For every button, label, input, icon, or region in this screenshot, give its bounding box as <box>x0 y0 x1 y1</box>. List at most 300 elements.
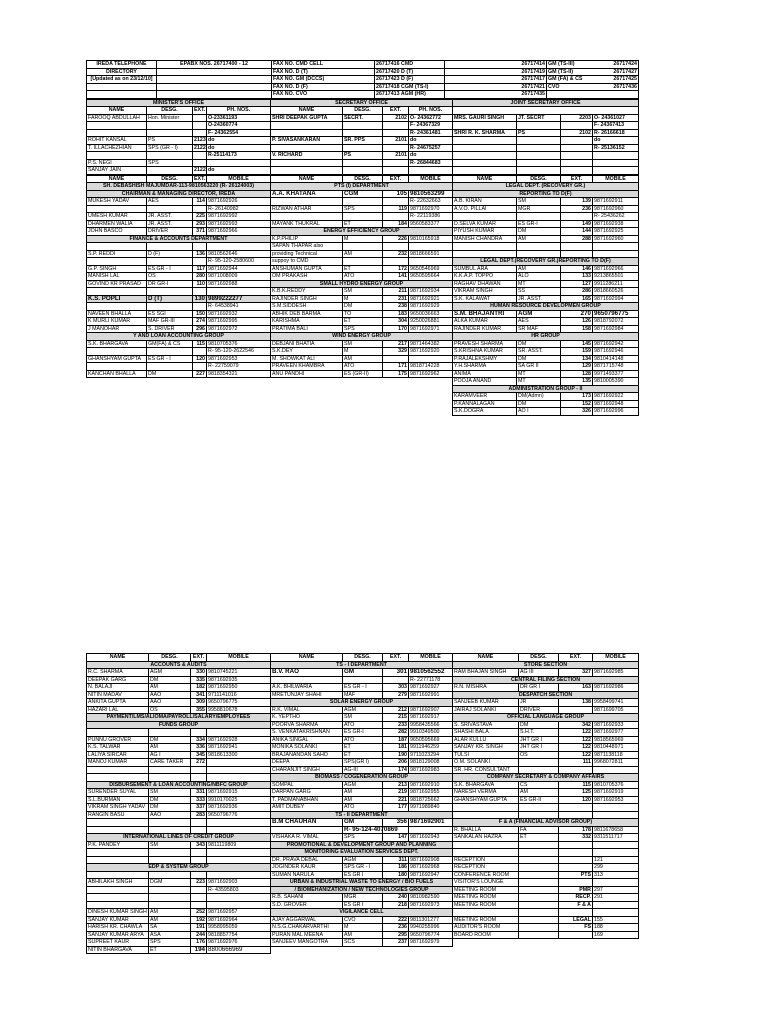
designation <box>343 676 383 684</box>
section-heading: DESPATCH SECTION <box>453 691 639 699</box>
designation: D (F) <box>147 250 193 258</box>
person-name: ANIMA <box>453 370 517 378</box>
section-heading: ACCOUNTS & AUDITS <box>87 661 271 669</box>
person-name: SUMBUL ARA <box>453 265 517 273</box>
designation: CGM <box>343 190 383 198</box>
office-cell <box>517 137 561 145</box>
extension: 130 <box>193 295 207 303</box>
mobile-number: 9871692908 <box>409 856 453 864</box>
mobile-number: 9818857754 <box>207 931 271 939</box>
person-name: DARPAN GARG <box>271 789 343 797</box>
mobile-number <box>593 766 639 774</box>
mobile-number: 9871692991 <box>409 691 453 699</box>
designation: JHT GR I <box>519 744 559 752</box>
office-cell: PS <box>147 137 193 145</box>
person-name: PURAN MAL MEENA <box>271 931 343 939</box>
office-cell <box>561 122 593 130</box>
office-cell <box>193 159 207 167</box>
person-name <box>87 849 149 857</box>
extension <box>559 864 593 872</box>
mobile-number: 9871692919 <box>593 789 639 797</box>
office-row <box>87 159 639 167</box>
section-heading: SECRETARY OFFICE <box>271 99 453 107</box>
designation <box>149 826 191 834</box>
office-cell <box>561 159 593 167</box>
directory-title: [Updated as on 23/12/10] <box>87 76 157 84</box>
fax-number: 26717425 <box>613 76 637 82</box>
extension <box>559 931 593 939</box>
fax-number-cell <box>375 83 445 91</box>
section-heading: FUNDS GROUP <box>87 721 271 729</box>
extension: 356 <box>383 819 409 827</box>
mobile-number: R- 25436262 <box>593 213 639 221</box>
person-name: NAVEEN BHALLA <box>87 310 147 318</box>
extension <box>559 706 593 714</box>
extension: 152 <box>561 400 593 408</box>
designation <box>147 205 193 213</box>
section-heading: JOINT SECRETARY OFFICE <box>453 99 639 107</box>
section-heading: EDP & SYSTEM GROUP <box>87 864 271 872</box>
blank <box>453 107 639 115</box>
designation: SCS <box>343 939 383 947</box>
mobile-number: 9871692983 <box>409 766 453 774</box>
person-name: S.M. BHAJANTRI <box>453 310 517 318</box>
designation <box>519 871 559 879</box>
extension <box>193 288 207 296</box>
office-cell <box>517 159 561 167</box>
mobile-number: 9871692907 <box>409 706 453 714</box>
designation <box>519 841 559 849</box>
person-name: K.S. TALWAR <box>87 744 149 752</box>
extension <box>191 901 207 909</box>
directory-row <box>87 774 639 782</box>
empty-block <box>87 385 271 393</box>
extension: 128 <box>561 370 593 378</box>
staff-table-2 <box>86 653 639 954</box>
extension: 139 <box>561 198 593 206</box>
designation: ES SGI <box>147 310 193 318</box>
designation: ET <box>343 751 383 759</box>
mobile-number: 9871692944 <box>207 265 271 273</box>
office-cell: O- 24361027 <box>593 114 639 122</box>
extension: 311 <box>383 856 409 864</box>
mobile-number: 9871692920 <box>409 348 453 356</box>
extension: 147 <box>383 834 409 842</box>
designation: ATO <box>343 273 383 281</box>
person-name: S.K.DOGRA <box>453 408 517 416</box>
person-name: HAZARI LAL <box>87 706 149 714</box>
person-name: A.B. KIRAN <box>453 198 517 206</box>
person-name: suppoy to CMD <box>271 258 343 266</box>
directory-row <box>87 886 639 894</box>
designation: AM <box>149 916 191 924</box>
directory-row <box>87 213 639 221</box>
person-name: R. BHALLA <box>453 826 519 834</box>
extension: 178 <box>559 826 593 834</box>
extension <box>383 243 409 251</box>
section-heading: REPORTING TO D(F) <box>453 190 639 198</box>
person-name <box>453 152 517 160</box>
directory-row <box>87 318 639 326</box>
office-row <box>87 122 639 130</box>
directory-row <box>87 235 639 243</box>
extension: 223 <box>191 879 207 887</box>
person-name: A.A. KHATANA <box>271 190 343 198</box>
section-heading: HUMAN RESOURCE DEVELOPMEN GROUP <box>453 303 639 311</box>
designation <box>149 849 191 857</box>
person-name <box>87 826 149 834</box>
extension <box>193 363 207 371</box>
directory-row <box>87 796 639 804</box>
person-name: SOMPAL <box>271 781 343 789</box>
section-heading: OFFICIAL LANGUAGE GROUP <box>453 714 639 722</box>
extension: 159 <box>561 348 593 356</box>
directory-row <box>87 348 639 356</box>
person-name: POORVA SHARMA <box>271 721 343 729</box>
person-name: S.K. BHARGAVA <box>453 781 519 789</box>
fax-row <box>87 68 639 76</box>
person-name: S. VENKATAKRISHNAN <box>271 729 343 737</box>
person-name: J MANOHAR <box>87 325 147 333</box>
directory-row <box>87 385 639 393</box>
person-name: PRAVEEN KHAMBRA <box>271 363 343 371</box>
directory-row <box>87 400 639 408</box>
mobile-number <box>409 826 453 834</box>
directory-row <box>87 706 639 714</box>
extension <box>559 841 593 849</box>
designation: M <box>343 235 383 243</box>
directory-row <box>87 340 639 348</box>
mobile-number: 299 <box>593 864 639 872</box>
designation: AM <box>149 909 191 917</box>
mobile-number: R- 22119386 <box>409 213 453 221</box>
office-column-header-row <box>87 107 639 115</box>
extension: 331 <box>191 789 207 797</box>
office-cell: R-25114173 <box>207 152 271 160</box>
designation: AAO <box>149 699 191 707</box>
column-header: DESG. <box>149 654 191 662</box>
extension: 158 <box>561 325 593 333</box>
office-cell: 2203 <box>561 114 593 122</box>
office-cell <box>193 122 207 130</box>
designation: DM <box>149 676 191 684</box>
person-name <box>453 122 517 130</box>
directory-row <box>87 408 639 416</box>
designation <box>147 303 193 311</box>
fax-row <box>87 83 639 91</box>
office-cell <box>561 167 593 175</box>
mobile-number: 9871692947 <box>409 871 453 879</box>
mobile-number: 297 <box>593 886 639 894</box>
section-heading: ADMINISTRATION GROUP - II <box>453 385 639 393</box>
designation: ATO <box>343 736 383 744</box>
fax-designation: CVO <box>548 83 560 90</box>
person-name: SANJAY JAIN <box>87 167 147 175</box>
mobile-number: 9711141016 <box>207 691 271 699</box>
extension: 309 <box>191 699 207 707</box>
person-name: FAROOQ ABDULLAH <box>87 114 147 122</box>
designation: ATO <box>343 363 383 371</box>
mobile-number: 9560583377 <box>409 220 453 228</box>
designation: SPS GR - I <box>343 864 383 872</box>
designation: CS <box>519 781 559 789</box>
mobile-number: 9871692943 <box>409 834 453 842</box>
person-name: S.K. KALAWAT <box>453 295 517 303</box>
designation: AO I <box>517 408 561 416</box>
column-header: MOBILE <box>409 654 453 662</box>
mobile-number: 9811119809 <box>207 841 271 849</box>
extension: 333 <box>191 796 207 804</box>
person-name <box>453 137 517 145</box>
mobile-number: 9871692962 <box>409 370 453 378</box>
person-name <box>453 804 519 812</box>
office-cell <box>343 129 383 137</box>
column-header: MOBILE <box>593 175 639 183</box>
extension: 233 <box>383 721 409 729</box>
column-header: DESG. <box>343 654 383 662</box>
section-heading: STORE SECTION <box>453 661 639 669</box>
empty-block <box>453 939 639 947</box>
designation: MAF GR-III <box>147 318 193 326</box>
extension: 119 <box>383 205 409 213</box>
mobile-number: 9871692972 <box>207 325 271 333</box>
designation: AM <box>149 684 191 692</box>
office-cell: 2102 <box>561 129 593 137</box>
mobile-number: 9811678658 <box>593 826 639 834</box>
fax-designation: GM (TS-II) <box>548 68 574 75</box>
extension: 194 <box>191 946 207 954</box>
directory-row <box>87 699 639 707</box>
directory-row <box>87 676 639 684</box>
designation <box>519 916 559 924</box>
designation: ET <box>343 744 383 752</box>
office-cell: SPS (GR - I) <box>147 144 193 152</box>
designation: AGM <box>517 310 561 318</box>
directory-row <box>87 325 639 333</box>
person-name: K.K.A.P. TOPPO <box>453 273 517 281</box>
designation: AM <box>517 235 561 243</box>
person-name: K.B.K.REDDY <box>271 288 343 296</box>
office-cell <box>409 167 453 175</box>
directory-row <box>87 288 639 296</box>
designation <box>343 213 383 221</box>
directory-row <box>87 691 639 699</box>
person-name: ALAR KULLU <box>453 736 519 744</box>
extension: 145 <box>561 340 593 348</box>
person-name: N. BALAJI <box>87 684 149 692</box>
person-name: S.L.BURMAN <box>87 796 149 804</box>
person-name <box>271 167 343 175</box>
mobile-number: 313 <box>593 871 639 879</box>
mobile-number: 9818660526 <box>593 288 639 296</box>
office-cell <box>343 144 383 152</box>
person-name: VISITOR'S LOUNGE <box>453 879 519 887</box>
designation <box>343 243 383 251</box>
mobile-number: 9818129008 <box>409 759 453 767</box>
column-header: NAME <box>271 654 343 662</box>
mobile-number: 9871692927 <box>409 684 453 692</box>
person-name: K.P.PHILIP <box>271 235 343 243</box>
mobile-number: 9810982590 <box>409 894 453 902</box>
person-name: P.KANNALAGAN <box>453 400 517 408</box>
mobile-number: 9910349500 <box>409 729 453 737</box>
person-name: SURENDER SUYAL <box>87 789 149 797</box>
designation: ET <box>343 220 383 228</box>
extension: 222 <box>383 916 409 924</box>
extension <box>191 774 207 782</box>
mobile-number: 9871692988 <box>207 280 271 288</box>
directory-row <box>87 333 639 341</box>
designation <box>519 894 559 902</box>
designation <box>517 250 561 258</box>
mobile-number <box>207 759 271 767</box>
office-cell <box>193 152 207 160</box>
designation: AAO <box>149 691 191 699</box>
designation: TO <box>343 310 383 318</box>
person-name: MEETING ROOM <box>453 901 519 909</box>
column-header: DESG. <box>517 175 561 183</box>
column-header: PH. NOS. <box>207 107 271 115</box>
empty-block <box>271 393 453 401</box>
section-heading: MONITORING EVALUATION SERVICES DEPT. <box>271 849 453 857</box>
mobile-number: 9810165918 <box>409 235 453 243</box>
directory-row <box>87 363 639 371</box>
mobile-number: 9871692986 <box>593 684 639 692</box>
designation: DM <box>149 736 191 744</box>
office-cell <box>561 152 593 160</box>
designation: SA <box>149 924 191 932</box>
person-name: NITIN MADAV <box>87 691 149 699</box>
person-name: N.S.G.CHAKARVARTHI <box>271 924 343 932</box>
person-name: MONIKA SOLANKI <box>271 744 343 752</box>
person-name <box>87 243 147 251</box>
extension: 236 <box>561 205 593 213</box>
designation: M <box>343 295 383 303</box>
section-heading: PTS (I) DEPARTMENT <box>271 183 453 191</box>
empty-block <box>87 393 271 401</box>
designation: M <box>343 924 383 932</box>
fax-number: 26717423 <box>376 76 402 82</box>
extension: 175 <box>383 370 409 378</box>
extension <box>559 811 593 819</box>
extension: 211 <box>383 288 409 296</box>
extension: 165 <box>561 295 593 303</box>
office-row <box>87 114 639 122</box>
extension: 184 <box>383 220 409 228</box>
extension <box>383 198 409 206</box>
extension: 237 <box>383 939 409 947</box>
person-name: DEEPA <box>271 759 343 767</box>
column-header: EXT. <box>194 175 206 182</box>
mobile-number <box>593 849 639 857</box>
extension <box>193 205 207 213</box>
person-name: T. ILLACHEZHIAN <box>87 144 147 152</box>
extension <box>561 213 593 221</box>
mobile-number: 9810005390 <box>593 378 639 386</box>
extension: 280 <box>193 273 207 281</box>
fax-number-cell <box>375 68 445 76</box>
person-name: MAYANK THUKRAL <box>271 220 343 228</box>
mobile-number: R- 22759079 <box>207 363 271 371</box>
person-name <box>87 766 149 774</box>
mobile-number: 9871692976 <box>207 939 271 947</box>
fax-number-cell <box>547 91 639 99</box>
person-name: MANISH CHANDRA <box>453 235 517 243</box>
directory-row <box>87 736 639 744</box>
designation: DR GR I <box>519 684 559 692</box>
extension <box>383 355 409 363</box>
mobile-number: 9650546969 <box>409 265 453 273</box>
person-name: ABHIK DEB BARMA <box>271 310 343 318</box>
person-name <box>87 894 149 902</box>
fax-designation: CMD <box>401 61 414 67</box>
mobile-number: 9871692941 <box>207 744 271 752</box>
mobile-number: 9910170025 <box>207 796 271 804</box>
person-name <box>87 819 149 827</box>
mobile-number: 9871464382 <box>409 340 453 348</box>
directory-row <box>87 250 639 258</box>
mobile-number: 9871692996 <box>593 408 639 416</box>
fax-designation: CGM (TS-I) <box>401 83 429 90</box>
designation: CVO <box>343 916 383 924</box>
mobile-number: 9871692903 <box>207 879 271 887</box>
mobile-number: 9871692955 <box>409 789 453 797</box>
office-cell <box>383 144 409 152</box>
designation <box>149 901 191 909</box>
mobile-number <box>207 901 271 909</box>
fax-number: 26717435 <box>445 91 547 99</box>
mobile-number: 9958435566 <box>409 721 453 729</box>
designation <box>519 849 559 857</box>
empty-block <box>271 385 453 393</box>
directory-row <box>87 751 639 759</box>
extension: 206 <box>383 759 409 767</box>
person-name: MRETUNJAY SHAHI <box>271 691 343 699</box>
office-cell: do <box>207 144 271 152</box>
fax-number: 26717427 <box>613 68 637 75</box>
designation: ATO <box>343 804 383 812</box>
extension: 122 <box>559 744 593 752</box>
extension: 120 <box>559 796 593 804</box>
extension: 215 <box>383 714 409 722</box>
designation: SA GR II <box>517 363 561 371</box>
office-cell: Hon. Minister <box>147 114 193 122</box>
designation: AM <box>343 789 383 797</box>
designation: ET <box>149 946 191 954</box>
office-cell <box>383 129 409 137</box>
column-header: MOBILE <box>409 175 453 183</box>
person-name: VIKRAM SINGH <box>453 288 517 296</box>
person-name: MRS. GAURI SINGH <box>453 114 517 122</box>
person-name: NITIN BHARGAVA <box>87 946 149 954</box>
designation: SPS <box>343 325 383 333</box>
designation: ES GR - I <box>343 684 383 692</box>
directory-title: DIRECTORY <box>87 68 157 76</box>
mobile-number: 9871692926 <box>207 198 271 206</box>
designation: DM <box>517 355 561 363</box>
mobile-number: 9871692901 <box>409 819 453 827</box>
person-name: A.K. BHILWARIA <box>271 684 343 692</box>
person-name: BOARD ROOM <box>453 931 519 939</box>
person-name: SANJAY KR. SINGH <box>453 744 519 752</box>
extension: 115 <box>559 781 593 789</box>
extension: 330 <box>191 669 207 677</box>
mobile-number <box>593 804 639 812</box>
extension: 219 <box>383 789 409 797</box>
designation <box>519 879 559 887</box>
extension <box>383 258 409 266</box>
directory-row <box>87 924 639 932</box>
